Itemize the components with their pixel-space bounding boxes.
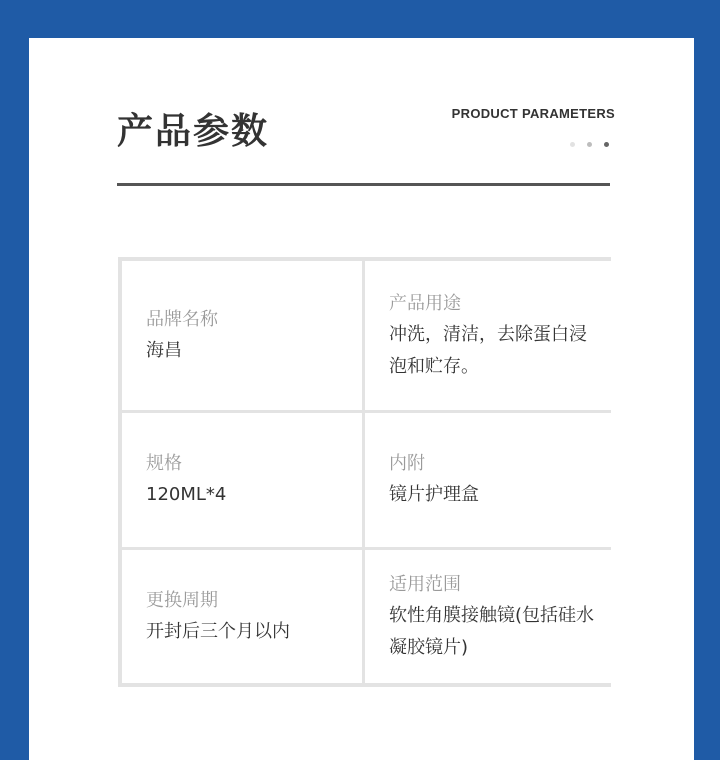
param-label: 品牌名称 xyxy=(146,308,218,330)
parameters-table xyxy=(118,257,611,687)
param-value: 开封后三个月以内 xyxy=(146,620,290,642)
dot-3-icon xyxy=(604,142,609,147)
param-cell-brand xyxy=(122,261,362,410)
param-label: 内附 xyxy=(389,453,425,474)
param-cell-spec xyxy=(122,413,362,547)
param-value: 海昌 xyxy=(146,339,182,361)
page-subtitle: PRODUCT PARAMETERS xyxy=(451,106,615,121)
page-title: 产品参数 xyxy=(117,111,270,152)
param-value: 冲洗，清洁，去除蛋白浸泡和贮存。 xyxy=(389,323,587,377)
param-label: 适用范围 xyxy=(389,573,461,595)
param-cell-usage xyxy=(365,261,614,410)
param-cell-included xyxy=(365,413,614,547)
param-value: 镜片护理盒 xyxy=(389,484,479,505)
param-value: 软性角膜接触镜(包括硅水凝胶镜片) xyxy=(389,604,595,658)
param-label: 规格 xyxy=(146,453,182,474)
dot-1-icon xyxy=(570,142,575,147)
param-cell-scope xyxy=(365,550,614,683)
param-cell-replacement xyxy=(122,550,362,683)
param-value: 120ML*4 xyxy=(146,484,227,505)
title-divider xyxy=(117,183,610,186)
param-label: 更换周期 xyxy=(146,589,218,611)
param-label: 产品用途 xyxy=(389,292,461,314)
content-card xyxy=(29,38,694,760)
pagination-dots xyxy=(570,142,609,147)
dot-2-icon xyxy=(587,142,592,147)
